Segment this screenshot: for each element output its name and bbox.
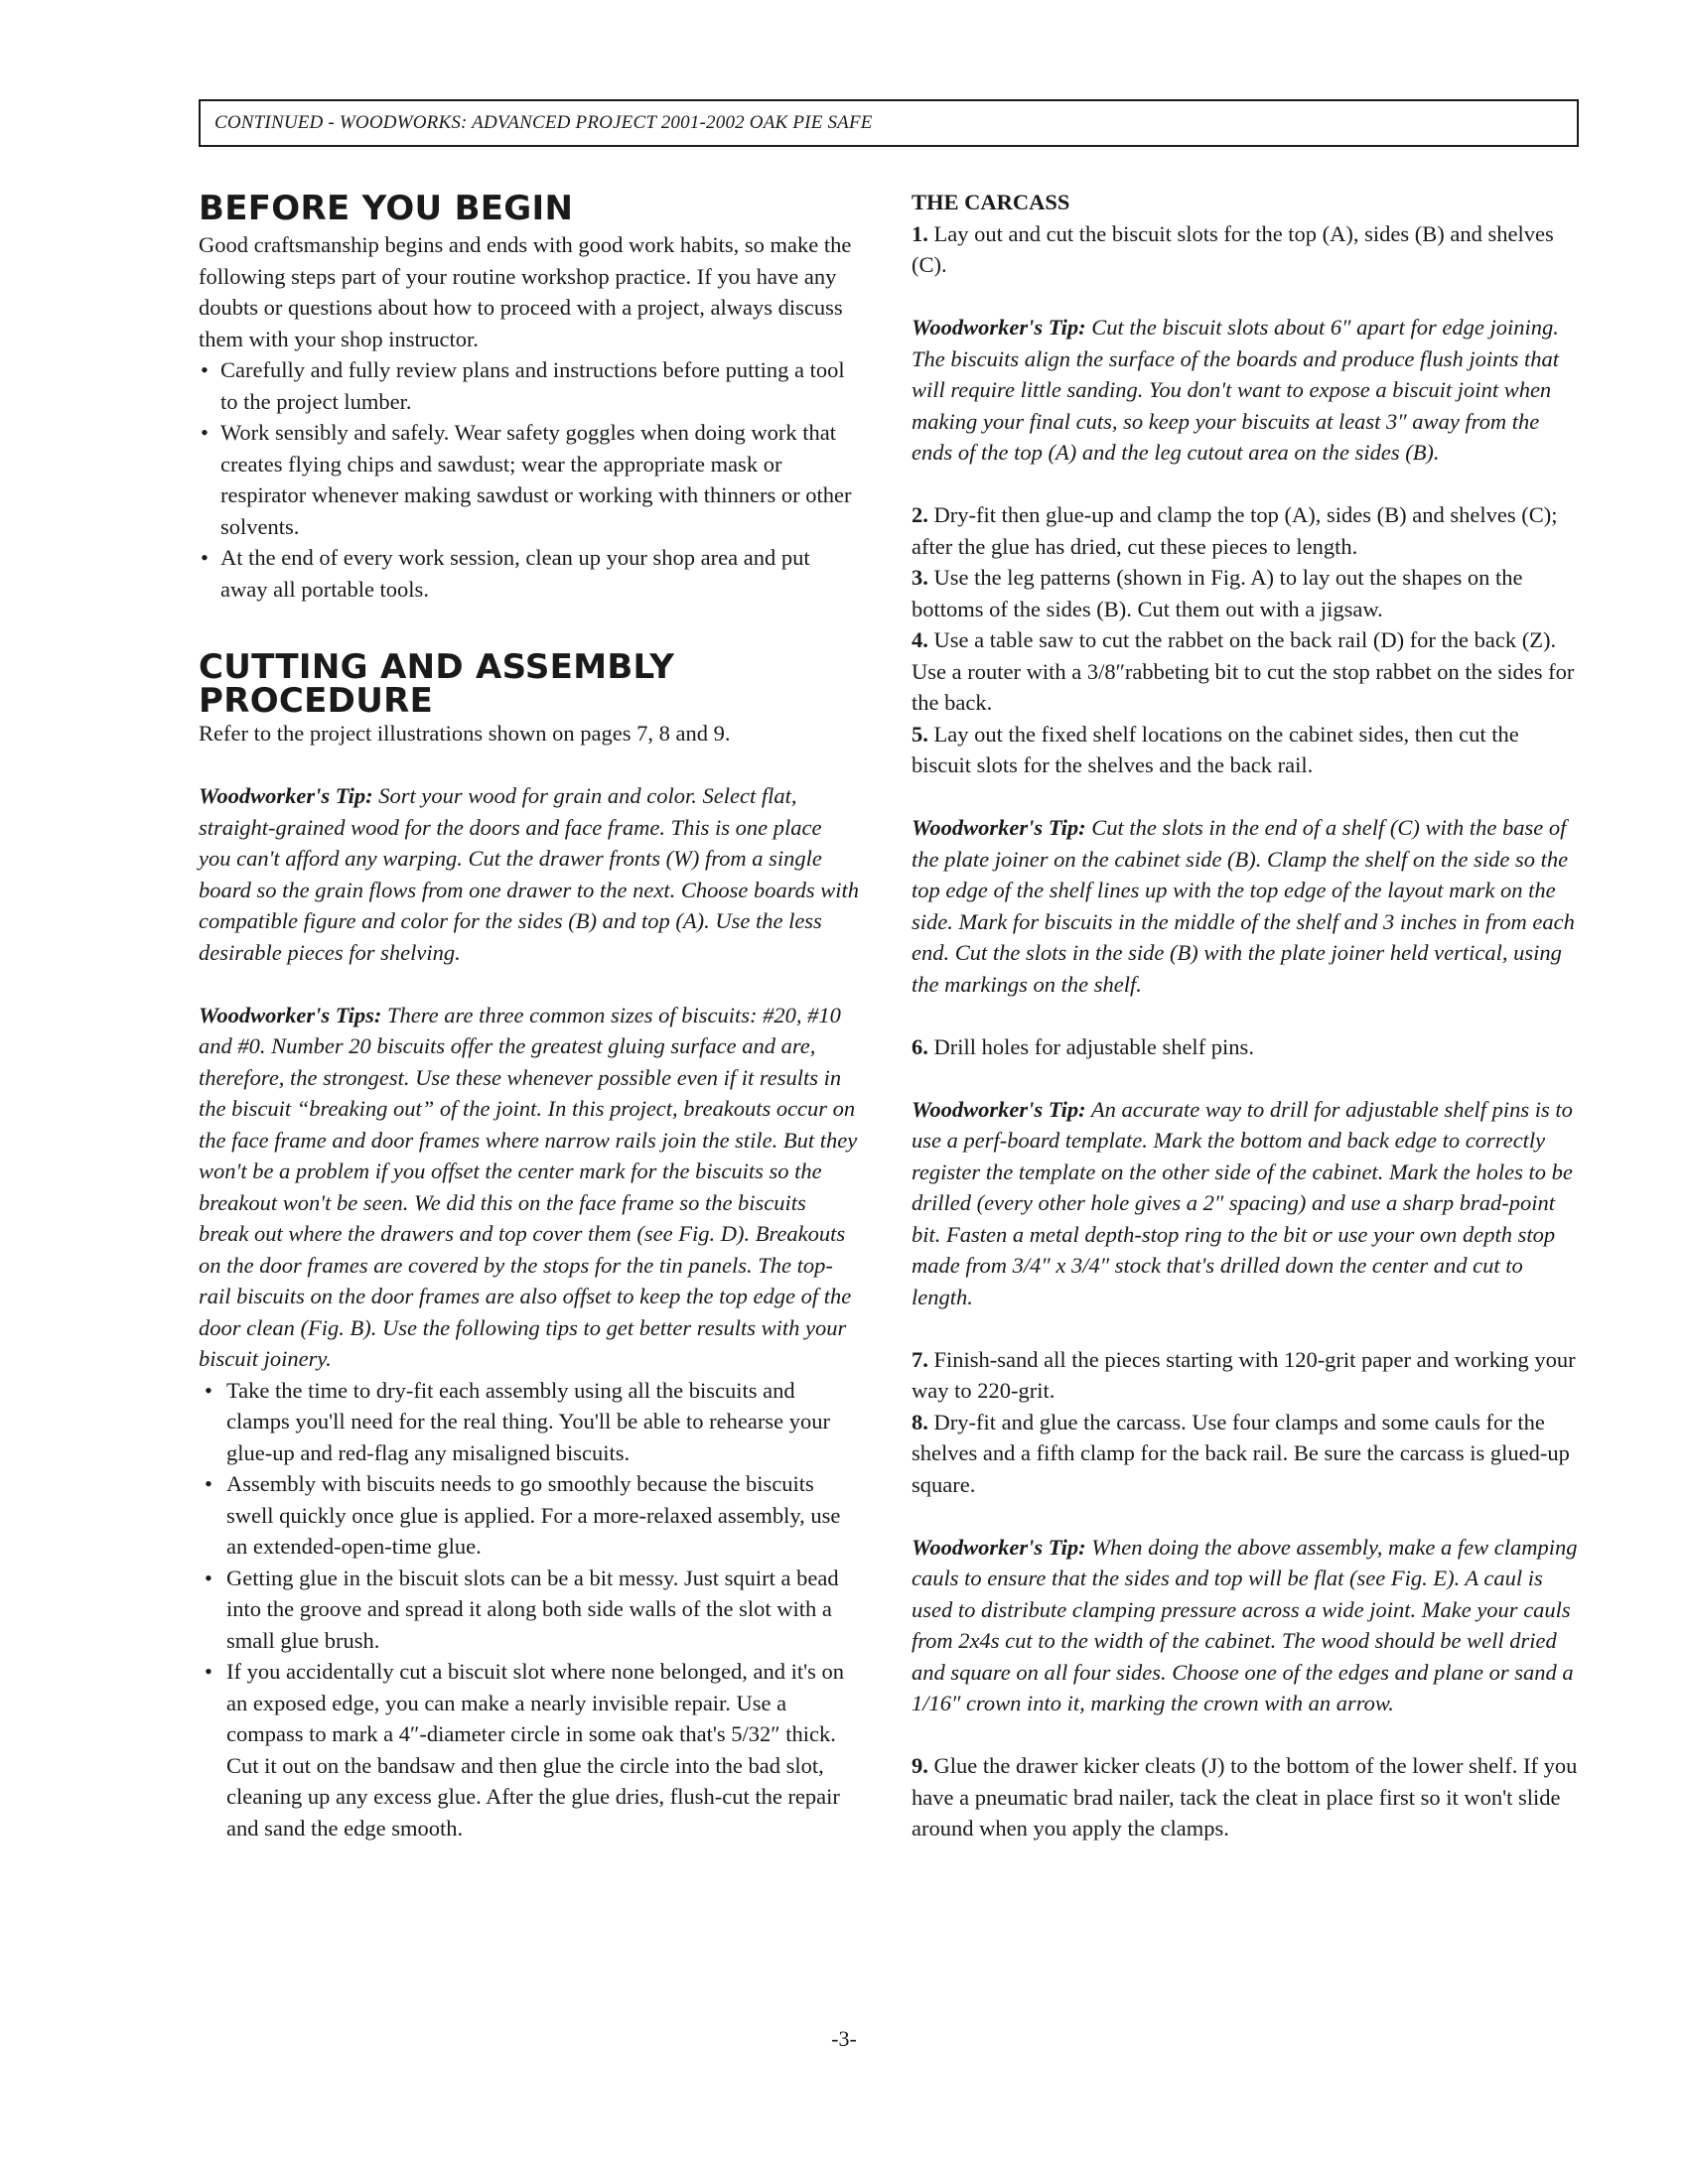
tip-text: Sort your wood for grain and color. Select flat, straight-grained wood for the doors and face frame. This is one place you can't afford any warping. Cut the drawer fronts (W) from a single board so the grain flows from one drawer to the next. Choose boards with compatible figure and color for the sides (B) and top (A). Use the less desirable pieces for shelving.: [199, 783, 860, 965]
tip-label: Woodworker's Tips:: [199, 1002, 382, 1027]
step-2: [912, 499, 1579, 562]
carcass-heading: THE CARCASS: [912, 190, 1070, 214]
step-8: [912, 1407, 1579, 1501]
step-text: Lay out the fixed shelf locations on the cabinet sides, then cut the biscuit slots for the shelves and the back rail.: [912, 721, 1519, 777]
left-column: [199, 187, 859, 1843]
cutting-intro-paragraph: Refer to the project illustrations shown on pages 7, 8 and 9.: [199, 721, 731, 746]
tip-label: Woodworker's Tip:: [912, 315, 1086, 340]
list-item: • Carefully and fully review plans and instructions before putting a tool to the project lumber.: [199, 354, 859, 417]
step-number: 2.: [912, 502, 928, 527]
step-1: [912, 218, 1579, 281]
tip-clamping-cauls: [912, 1532, 1579, 1719]
step-text: Drill holes for adjustable shelf pins.: [927, 1033, 1254, 1059]
step-number: 3.: [912, 565, 928, 590]
cutting-heading-line2: PROCEDURE: [199, 681, 434, 721]
step-number: 4.: [912, 627, 928, 652]
list-item: • If you accidentally cut a biscuit slot where none belonged, and it's on an exposed edge, you can make a nearly invisible repair. Use a compass to mark a 4″-diameter circle in some oak that's 5/32″ thick. Cut it out on the bandsaw and then glue the circle into the bad slot, cleaning up any excess glue. After the glue dries, flush-cut the repair and sand the edge smooth.: [199, 1656, 859, 1843]
tip-label: Woodworker's Tip:: [199, 783, 373, 808]
step-number: 7.: [912, 1346, 928, 1372]
tip-shelf-slots: [912, 812, 1579, 1000]
step-number: 9.: [912, 1753, 928, 1778]
biscuit-tips-list: [199, 1375, 859, 1844]
tip-text: Cut the biscuit slots about 6″ apart for edge joining. The biscuits align the surface of the boards and produce flush joints that will require little sanding. You don't want to expose a biscuit joint when making your final cuts, so keep your biscuits at least 3″ away from the ends of the top (A) and the leg cutout area on the sides (B).: [912, 315, 1560, 465]
step-text: Dry-fit then glue-up and clamp the top (A), sides (B) and shelves (C); after the glue has dried, cut these pieces to length.: [912, 502, 1558, 559]
before-intro-paragraph: Good craftsmanship begins and ends with good work habits, so make the following steps part of your routine workshop practice. If you have any doubts or questions about how to proceed with a project, always discuss them with your shop instructor.: [199, 232, 852, 351]
tip-text: There are three common sizes of biscuits: #20, #10 and #0. Number 20 biscuits offer the greatest gluing surface and are, therefore, the strongest. Use these whenever possible even if it results in the biscuit “breaking out” of the joint. In this project, breakouts occur on the face frame and door frames where narrow rails join the stile. But they won't be a problem if you offset the center mark for the biscuits so the breakout won't be seen. We did this on the face frame so the biscuits break out where the drawers and top cover them (see Fig. D). Breakouts on the door frames are covered by the stops for the tin panels. The top-rail biscuits on the door frames are also offset to keep the top edge of the door clean (Fig. B). Use the following tips to get better results with your biscuit joinery.: [199, 1002, 858, 1371]
tip-text: When doing the above assembly, make a few clamping cauls to ensure that the sides and top will be flat (see Fig. E). A caul is used to distribute clamping pressure across a wide joint. Make your cauls from 2x4s cut to the width of the cabinet. The wood should be well dried and square on all four sides. Choose one of the edges and plane or sand a 1/16″ crown into it, marking the crown with an arrow.: [912, 1534, 1578, 1715]
step-text: Finish-sand all the pieces starting with 120-grit paper and working your way to 220-grit.: [912, 1346, 1576, 1403]
cutting-heading-line1: CUTTING AND ASSEMBLY: [199, 647, 675, 687]
running-header: [199, 99, 1579, 147]
step-number: 5.: [912, 721, 928, 747]
tip-biscuit-sizes: [199, 1000, 859, 1375]
cutting-assembly-heading: [199, 647, 859, 721]
tip-label: Woodworker's Tip:: [912, 815, 1086, 840]
before-you-begin-heading: BEFORE YOU BEGIN: [199, 189, 574, 228]
step-7: [912, 1344, 1579, 1407]
step-number: 1.: [912, 220, 928, 246]
list-item: • At the end of every work session, clean up your shop area and put away all portable tools.: [199, 542, 859, 605]
step-6: [912, 1031, 1579, 1063]
tip-shelf-pins: [912, 1094, 1579, 1313]
tip-sort-wood: [199, 780, 859, 968]
list-item: • Take the time to dry-fit each assembly using all the biscuits and clamps you'll need for the real thing. You'll be able to rehearse your glue-up and red-flag any misaligned biscuits.: [199, 1375, 859, 1469]
step-number: 6.: [912, 1033, 928, 1059]
page-number: -3-: [831, 2026, 857, 2051]
step-text: Lay out and cut the biscuit slots for the top (A), sides (B) and shelves (C).: [912, 220, 1554, 277]
step-5: [912, 719, 1579, 781]
list-item: • Work sensibly and safely. Wear safety goggles when doing work that creates flying chips and sawdust; wear the appropriate mask or respirator whenever making sawdust or working with thinners or other solvents.: [199, 417, 859, 542]
step-4: [912, 624, 1579, 719]
step-text: Glue the drawer kicker cleats (J) to the bottom of the lower shelf. If you have a pneumatic brad nailer, tack the cleat in place first so it won't slide around when you apply the clamps.: [912, 1753, 1578, 1841]
step-text: Use a table saw to cut the rabbet on the back rail (D) for the back (Z). Use a router with a 3/8″rabbeting bit to cut the stop rabbet on the sides for the back.: [912, 627, 1575, 715]
running-header-text: CONTINUED - WOODWORKS: ADVANCED PROJECT 2001-2002 OAK PIE SAFE: [214, 112, 873, 133]
step-9: [912, 1750, 1579, 1844]
step-number: 8.: [912, 1409, 928, 1434]
tip-label: Woodworker's Tip:: [912, 1534, 1086, 1560]
right-column: [912, 187, 1579, 1844]
tip-text: An accurate way to drill for adjustable shelf pins is to use a perf-board template. Mark the bottom and back edge to correctly register the template on the other side of the cabinet. Mark the holes to be drilled (every other hole gives a 2″ spacing) and use a sharp brad-point bit. Fasten a metal depth-stop ring to the bit or use your own depth stop made from 3/4″ x 3/4″ stock that's drilled down the center and cut to length.: [912, 1096, 1573, 1309]
tip-text: Cut the slots in the end of a shelf (C) with the base of the plate joiner on the cabinet side (B). Clamp the shelf on the side so the top edge of the shelf lines up with the top edge of the layout mark on the side. Mark for biscuits in the middle of the shelf and 3 inches in from each end. Cut the slots in the side (B) with the plate joiner held vertical, using the markings on the shelf.: [912, 815, 1575, 997]
step-3: [912, 562, 1579, 624]
before-bullet-list: [199, 354, 859, 605]
step-text: Dry-fit and glue the carcass. Use four clamps and some cauls for the shelves and a fifth clamp for the back rail. Be sure the carcass is glued-up square.: [912, 1409, 1570, 1497]
tip-label: Woodworker's Tip:: [912, 1096, 1086, 1122]
list-item: • Getting glue in the biscuit slots can be a bit messy. Just squirt a bead into the groove and spread it along both side walls of the slot with a small glue brush.: [199, 1563, 859, 1657]
list-item: • Assembly with biscuits needs to go smoothly because the biscuits swell quickly once glue is applied. For a more-relaxed assembly, use an extended-open-time glue.: [199, 1468, 859, 1563]
step-text: Use the leg patterns (shown in Fig. A) to lay out the shapes on the bottoms of the sides (B). Cut them out with a jigsaw.: [912, 565, 1523, 621]
tip-biscuit-spacing: [912, 312, 1579, 469]
